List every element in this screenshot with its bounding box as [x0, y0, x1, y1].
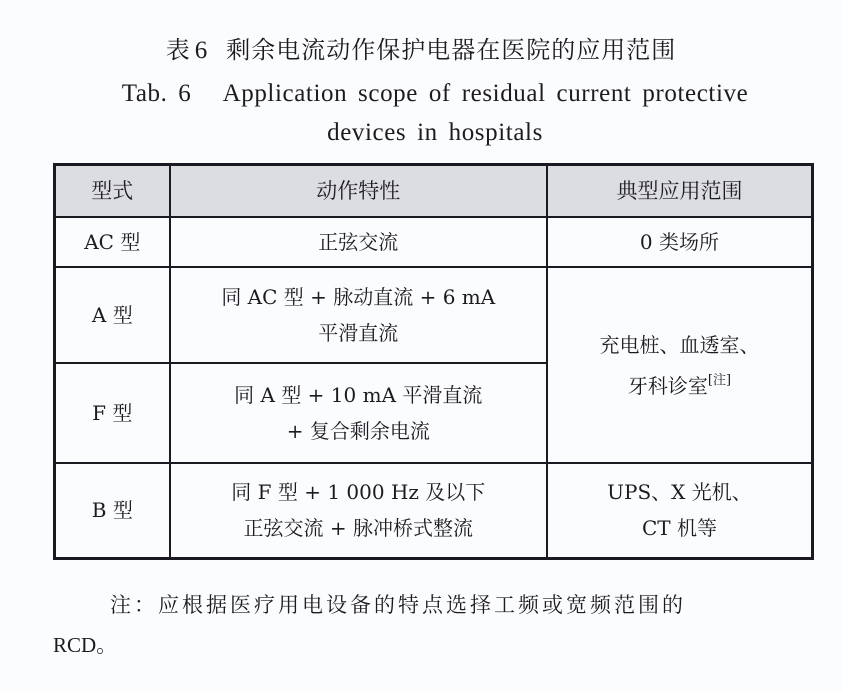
cell-type: F 型 — [55, 363, 170, 463]
header-type: 型式 — [55, 165, 170, 218]
title-number: 6 — [194, 37, 209, 64]
table-header-row — [55, 165, 813, 218]
note-line2: RCD。 — [53, 633, 118, 657]
title-text: 剩余电流动作保护电器在医院的应用范围 — [226, 36, 677, 64]
characteristic-line: 同 AC 型 + 脉动直流 + 6 mA — [221, 285, 496, 309]
characteristic-line: 平滑直流 — [318, 321, 399, 345]
characteristic-line: 同 A 型 + 10 mA 平滑直流 — [234, 383, 483, 407]
cell-type: B 型 — [55, 463, 170, 558]
table-note — [53, 585, 810, 665]
table-row-a — [55, 267, 813, 363]
header-scope: 典型应用范围 — [547, 165, 813, 218]
cell-characteristic — [170, 363, 547, 463]
rcd-application-table — [53, 163, 814, 560]
cell-scope — [547, 463, 813, 558]
scope-line: CT 机等 — [641, 516, 717, 541]
scope-line-text: 牙科诊室 — [627, 373, 708, 398]
title-prefix: 表 — [165, 36, 191, 64]
scope-line: UPS、X 光机、 — [607, 480, 752, 505]
table-row-b — [55, 463, 813, 558]
header-characteristic: 动作特性 — [170, 165, 547, 218]
cell-type: A 型 — [55, 267, 170, 363]
scope-line: 充电桩、血透室、 — [599, 332, 760, 357]
characteristic-line: 同 F 型 + 1 000 Hz 及以下 — [231, 480, 486, 505]
note-line1: 注：应根据医疗用电设备的特点选择工频或宽频范围的 — [110, 593, 686, 617]
cell-characteristic — [170, 463, 547, 558]
cell-scope-merged — [547, 267, 813, 463]
table-title-cn — [0, 30, 842, 65]
cell-type: AC 型 — [55, 217, 170, 267]
title-en-line2: devices in hospitals — [327, 119, 543, 146]
title-en-line1: Tab. 6 Application scope of residual current protective — [121, 80, 749, 107]
scope-line — [548, 363, 811, 404]
cell-scope: 0 类场所 — [547, 217, 813, 267]
characteristic-line: 正弦交流 + 脉冲桥式整流 — [243, 516, 474, 541]
table-row-ac — [55, 217, 813, 267]
cell-characteristic: 正弦交流 — [170, 217, 547, 267]
table-title-en — [80, 74, 790, 152]
note-reference: [注] — [707, 372, 732, 388]
cell-characteristic — [170, 267, 547, 363]
characteristic-line: + 复合剩余电流 — [286, 419, 430, 443]
